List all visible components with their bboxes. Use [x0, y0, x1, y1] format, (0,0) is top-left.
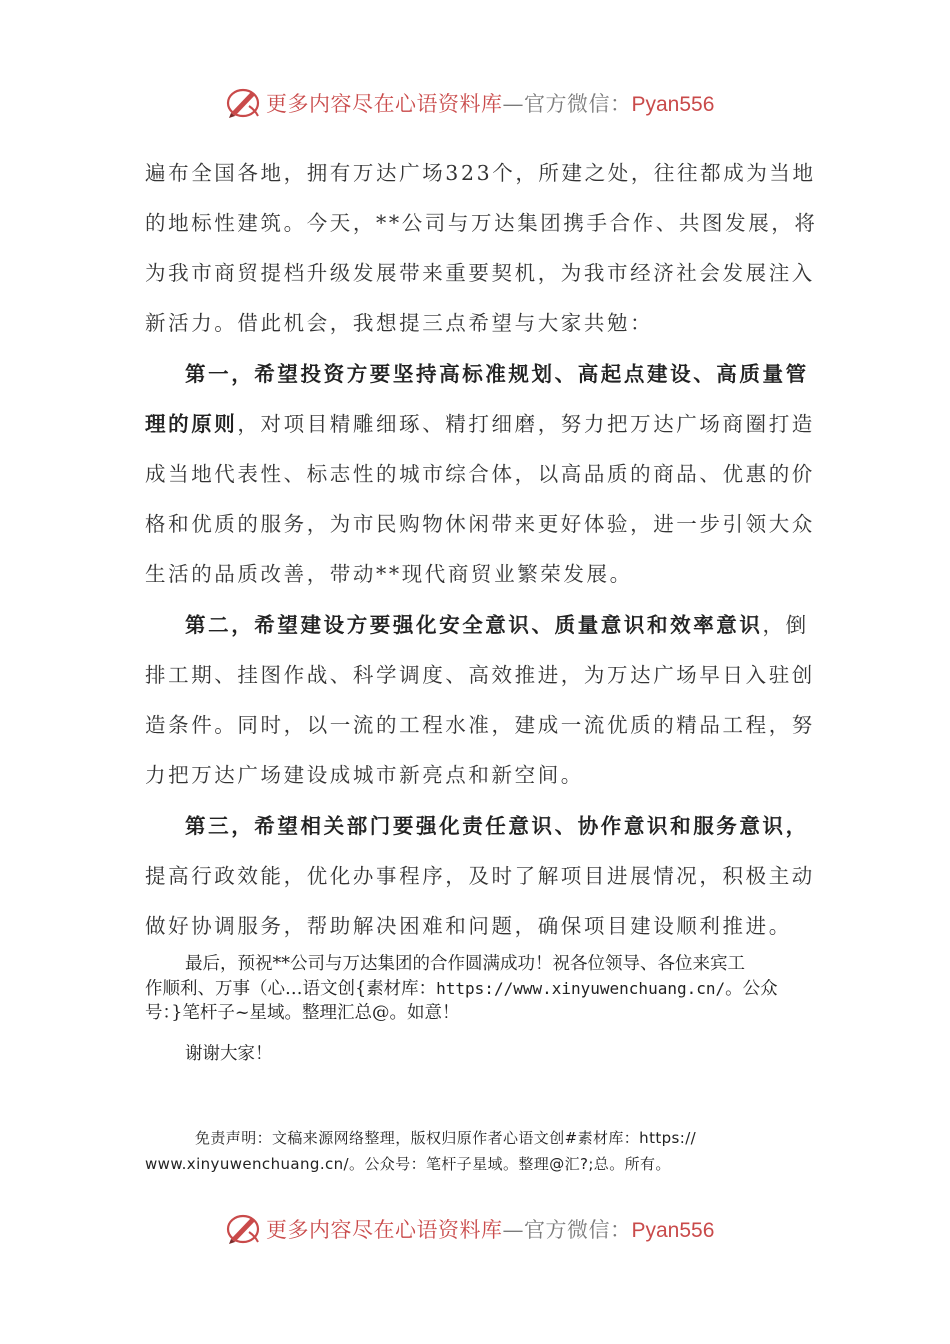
banner-text: [266, 88, 714, 118]
body-line: 格和优质的服务，为市民购物休闲带来更好体验，进一步引领大众: [145, 512, 815, 536]
point-one-heading: 第一，希望投资方要坚持高标准规划、高起点建设、高质量管: [185, 362, 809, 386]
body-line: 的地标性建筑。今天，**公司与万达集团携手合作、共图发展，将: [145, 211, 818, 235]
banner-text: [266, 1214, 714, 1244]
thanks-line: 谢谢大家！: [185, 1044, 273, 1064]
closing-text: 。公众: [725, 979, 778, 999]
body-line: [145, 407, 815, 437]
body-line: 新活力。借此机会，我想提三点希望与大家共勉：: [145, 311, 654, 335]
disclaimer-line: www.xinyuwenchuang.cn/。公众号：笔杆子星域。整理@汇?;总。所有。: [145, 1155, 671, 1173]
closing-line: 最后，预祝**公司与万达集团的合作圆满成功！祝各位领导、各位来宾工: [185, 954, 745, 974]
banner-main-text: 更多内容尽在心语资料库: [266, 1218, 503, 1242]
body-line: 成当地代表性、标志性的城市综合体，以高品质的商品、优惠的价: [145, 462, 815, 486]
body-line: [185, 608, 809, 638]
closing-text: 作顺利、万事（心…语文创{素材库：: [145, 979, 437, 999]
point-one-heading-end: 理的原则: [145, 412, 238, 436]
point-two-heading: 第二，希望建设方要强化安全意识、质量意识和效率意识: [185, 613, 763, 637]
banner-wechat-id: Pyan556: [631, 1219, 715, 1242]
body-line: 生活的品质改善，带动**现代商贸业繁荣发展。: [145, 562, 633, 586]
body-line: 为我市商贸提档升级发展带来重要契机，为我市经济社会发展注入: [145, 261, 815, 285]
body-line: 提高行政效能，优化办事程序，及时了解项目进展情况，积极主动: [145, 864, 815, 888]
pen-logo-icon: [225, 1212, 261, 1246]
banner-dash: —: [502, 1218, 524, 1242]
banner-wechat-id: Pyan556: [631, 93, 715, 116]
header-banner: [0, 82, 950, 122]
body-line: 力把万达广场建设成城市新亮点和新空间。: [145, 763, 584, 787]
banner-official-text: 官方微信：: [524, 1218, 632, 1242]
body-text: ，对项目精雕细琢、精打细磨，努力把万达广场商圈打造: [237, 412, 815, 436]
banner-official-text: 官方微信：: [524, 92, 632, 116]
point-three-heading: 第三，希望相关部门要强化责任意识、协作意识和服务意识，: [185, 814, 809, 838]
banner-main-text: 更多内容尽在心语资料库: [266, 92, 503, 116]
body-line: 遍布全国各地，拥有万达广场323个，所建之处，往往都成为当地: [145, 161, 816, 185]
body-line: 造条件。同时，以一流的工程水准，建成一流优质的精品工程，努: [145, 713, 815, 737]
pen-logo-icon: [225, 86, 261, 120]
body-line: 做好协调服务，帮助解决困难和问题，确保项目建设顺利推进。: [145, 914, 792, 938]
body-line: 排工期、挂图作战、科学调度、高效推进，为万达广场早日入驻创: [145, 663, 815, 687]
closing-line: [145, 975, 805, 1000]
disclaimer-line: 免责声明：文稿来源网络整理，版权归原作者心语文创#素材库：https://: [195, 1129, 697, 1147]
body-text: ，倒: [762, 613, 809, 637]
banner-dash: —: [502, 92, 524, 116]
closing-line: 号：}笔杆子~星域。整理汇总@。如意！: [145, 1003, 460, 1023]
closing-url: https://www.xinyuwenchuang.cn/: [436, 979, 726, 998]
footer-banner: [0, 1208, 950, 1248]
